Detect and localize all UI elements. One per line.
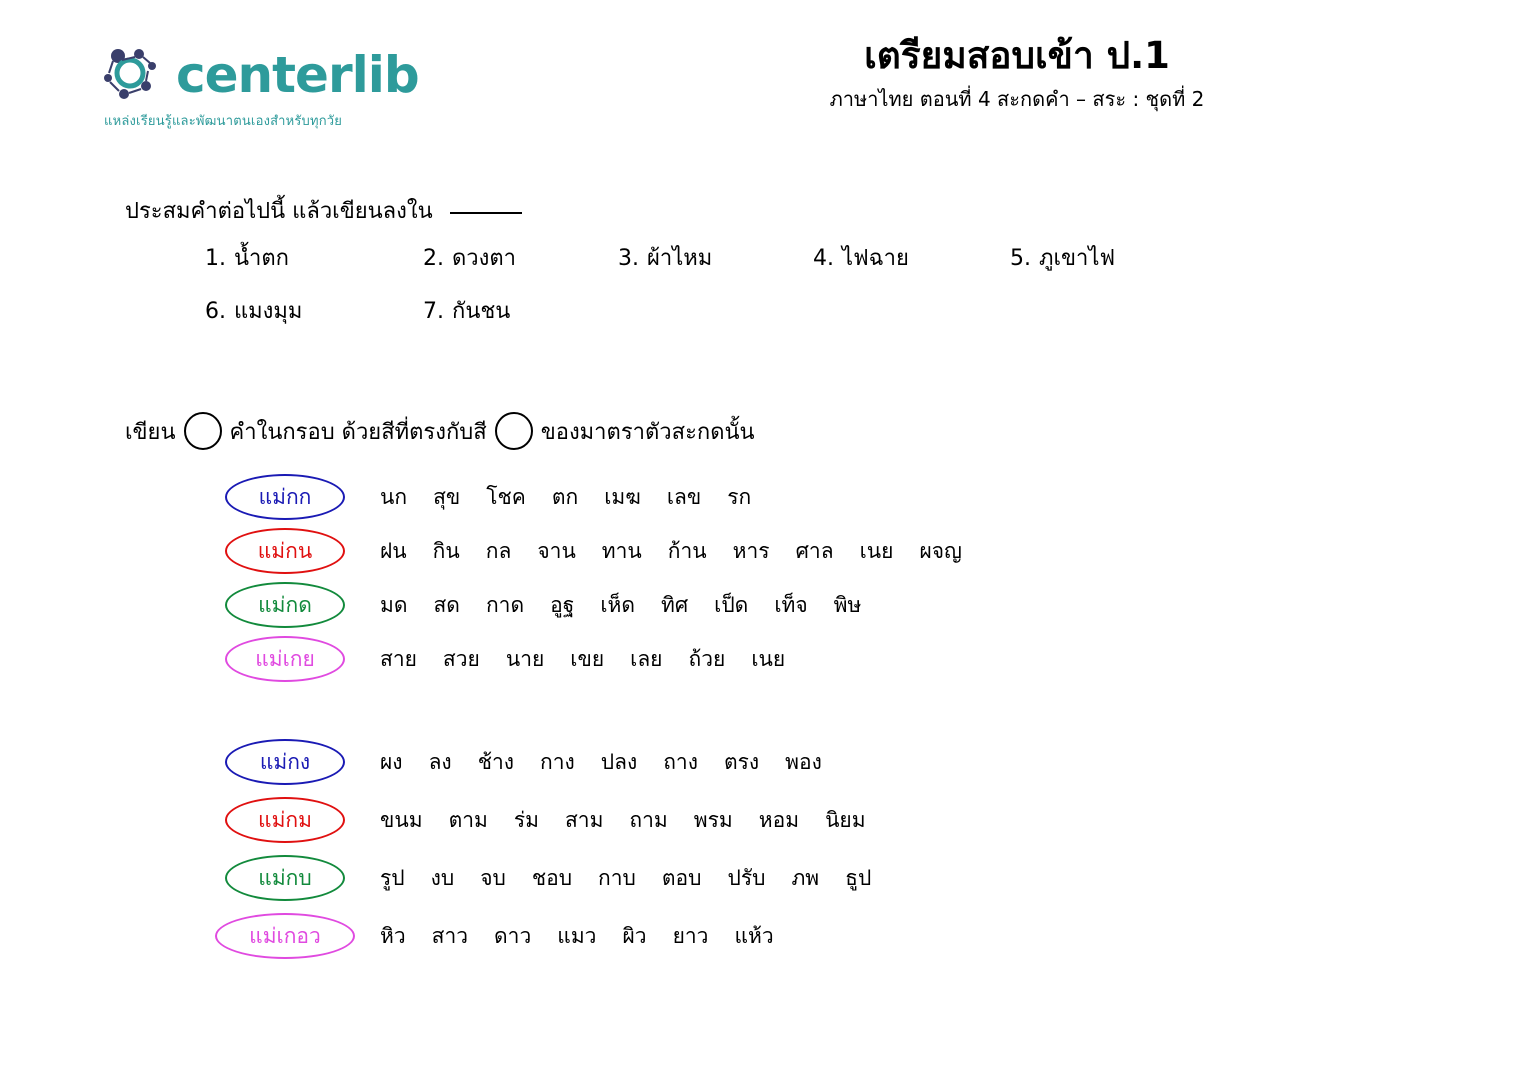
word: หิว: [380, 923, 406, 948]
category-words: [380, 643, 785, 676]
word: นาย: [505, 646, 545, 671]
word: ปลง: [600, 749, 638, 774]
instruction-2-part3: ของมาตราตัวสะกดนั้น: [540, 419, 755, 445]
word: โชค: [486, 484, 526, 509]
word: กิน: [432, 538, 460, 563]
word: ถ้วย: [688, 646, 726, 671]
word: ลง: [428, 749, 452, 774]
word: แห้ว: [734, 923, 774, 948]
word: พรม: [693, 807, 733, 832]
item-number: 2.: [423, 246, 444, 271]
item-number: 5.: [1010, 246, 1031, 271]
category-label-maekon: แม่กน: [225, 528, 345, 574]
word: สวย: [442, 646, 480, 671]
word: แมว: [557, 923, 597, 948]
list-item: [205, 240, 423, 275]
word: กล: [485, 538, 512, 563]
category-row: [200, 632, 962, 686]
list-item: [618, 240, 813, 275]
logo-tagline: แหล่งเรียนรู้และพัฒนาตนเองสำหรับทุกวัย: [104, 114, 343, 129]
item-number: 3.: [618, 246, 639, 271]
word: เป็ด: [714, 592, 749, 617]
list-item: [205, 293, 423, 328]
answer-blank: [450, 211, 522, 214]
instruction-compose-words: [125, 193, 522, 228]
logo-block: [100, 42, 530, 131]
category-row: [200, 578, 962, 632]
circle-placeholder-icon: [495, 412, 533, 450]
category-label-maekoeo: แม่เกอว: [215, 913, 355, 959]
list-item: [1010, 240, 1210, 275]
word: ก้าน: [667, 538, 707, 563]
word-row: [205, 293, 1355, 328]
category-label-maekod: แม่กด: [225, 582, 345, 628]
category-label-maekong: แม่กง: [225, 739, 345, 785]
word: เท็จ: [774, 592, 808, 617]
category-label-maekom: แม่กม: [225, 797, 345, 843]
page-header: [0, 34, 1527, 164]
word: อูฐ: [550, 592, 575, 617]
item-word: ผ้าไหม: [647, 246, 713, 271]
category-row: [200, 470, 962, 524]
word: กาง: [540, 749, 575, 774]
item-word: ไฟฉาย: [842, 246, 909, 271]
word: เมฆ: [604, 484, 641, 509]
word: ถาม: [629, 807, 668, 832]
word-row: [205, 240, 1355, 275]
word: รูป: [380, 865, 405, 890]
word: ขนม: [380, 807, 423, 832]
word: ธูป: [845, 865, 872, 890]
word: ดาว: [494, 923, 532, 948]
word: ภพ: [791, 865, 820, 890]
word: จบ: [480, 865, 506, 890]
word: เห็ด: [600, 592, 635, 617]
word: ถาง: [663, 749, 698, 774]
word: สุข: [433, 484, 461, 509]
instruction-1-text: ประสมคำต่อไปนี้ แล้วเขียนลงใน: [125, 199, 433, 224]
instruction-2-part1: เขียน: [125, 419, 176, 445]
word: นก: [380, 484, 408, 509]
word: ทาน: [601, 538, 642, 563]
category-words: [380, 920, 774, 953]
word: กาด: [485, 592, 525, 617]
word: เลย: [630, 646, 663, 671]
word-list: [205, 240, 1355, 346]
word: ยาว: [672, 923, 709, 948]
item-number: 6.: [205, 299, 226, 324]
item-number: 7.: [423, 299, 444, 324]
word: จาน: [537, 538, 576, 563]
item-word: กันชน: [452, 299, 511, 324]
item-word: ดวงตา: [452, 246, 517, 271]
instruction-color-words: [125, 412, 755, 450]
word: กาบ: [598, 865, 636, 890]
word: ตก: [551, 484, 579, 509]
item-number: 1.: [205, 246, 226, 271]
word: สาม: [564, 807, 604, 832]
word: ร่ม: [513, 807, 539, 832]
list-item: [813, 240, 1010, 275]
category-row: [200, 849, 871, 907]
word: งบ: [430, 865, 455, 890]
word: ชอบ: [531, 865, 573, 890]
circle-placeholder-icon: [184, 412, 222, 450]
category-label-maekoei: แม่เกย: [225, 636, 345, 682]
category-label-maekok: แม่กก: [225, 474, 345, 520]
item-word: น้ำตก: [234, 246, 289, 271]
category-group-a: [200, 470, 962, 686]
word: สาย: [380, 646, 417, 671]
item-word: ภูเขาไฟ: [1039, 246, 1116, 271]
word: พอง: [785, 749, 822, 774]
category-words: [380, 746, 822, 779]
word: ทิศ: [660, 592, 689, 617]
instruction-2-part2: คำในกรอบ ด้วยสีที่ตรงกับสี: [229, 419, 487, 445]
word: ตอบ: [661, 865, 702, 890]
word: ช้าง: [477, 749, 514, 774]
list-item: [423, 240, 618, 275]
page-title: เตรียมสอบเข้า ป.1: [864, 34, 1170, 77]
word: มด: [380, 592, 408, 617]
category-row: [200, 733, 871, 791]
category-words: [380, 862, 871, 895]
word: ฝน: [380, 538, 407, 563]
item-word: แมงมุม: [234, 299, 303, 324]
category-row: [200, 907, 871, 965]
word: ผจญ: [919, 538, 962, 563]
word: ศาล: [795, 538, 834, 563]
category-group-b: [200, 733, 871, 965]
category-row: [200, 524, 962, 578]
category-label-maekob: แม่กบ: [225, 855, 345, 901]
title-block: [697, 34, 1337, 112]
centerlib-logo-icon: [100, 42, 166, 108]
word: ผง: [380, 749, 403, 774]
word: สด: [433, 592, 460, 617]
category-words: [380, 589, 861, 622]
word: เนย: [751, 646, 786, 671]
word: รก: [727, 484, 752, 509]
category-words: [380, 535, 962, 568]
word: เขย: [570, 646, 605, 671]
page-subtitle: ภาษาไทย ตอนที่ 4 สะกดคำ – สระ : ชุดที่ 2: [829, 87, 1205, 112]
word: ปรับ: [727, 865, 766, 890]
word: ตาม: [448, 807, 488, 832]
word: เนย: [859, 538, 894, 563]
word: พิษ: [833, 592, 862, 617]
word: สาว: [431, 923, 469, 948]
word: หอม: [758, 807, 800, 832]
word: เลข: [666, 484, 702, 509]
logo-wordmark: centerlib: [176, 46, 419, 104]
list-item: [423, 293, 618, 328]
item-number: 4.: [813, 246, 834, 271]
word: นิยม: [825, 807, 866, 832]
word: หาร: [732, 538, 770, 563]
word: ผิว: [622, 923, 647, 948]
category-words: [380, 481, 751, 514]
category-words: [380, 804, 866, 837]
category-row: [200, 791, 871, 849]
word: ตรง: [723, 749, 760, 774]
